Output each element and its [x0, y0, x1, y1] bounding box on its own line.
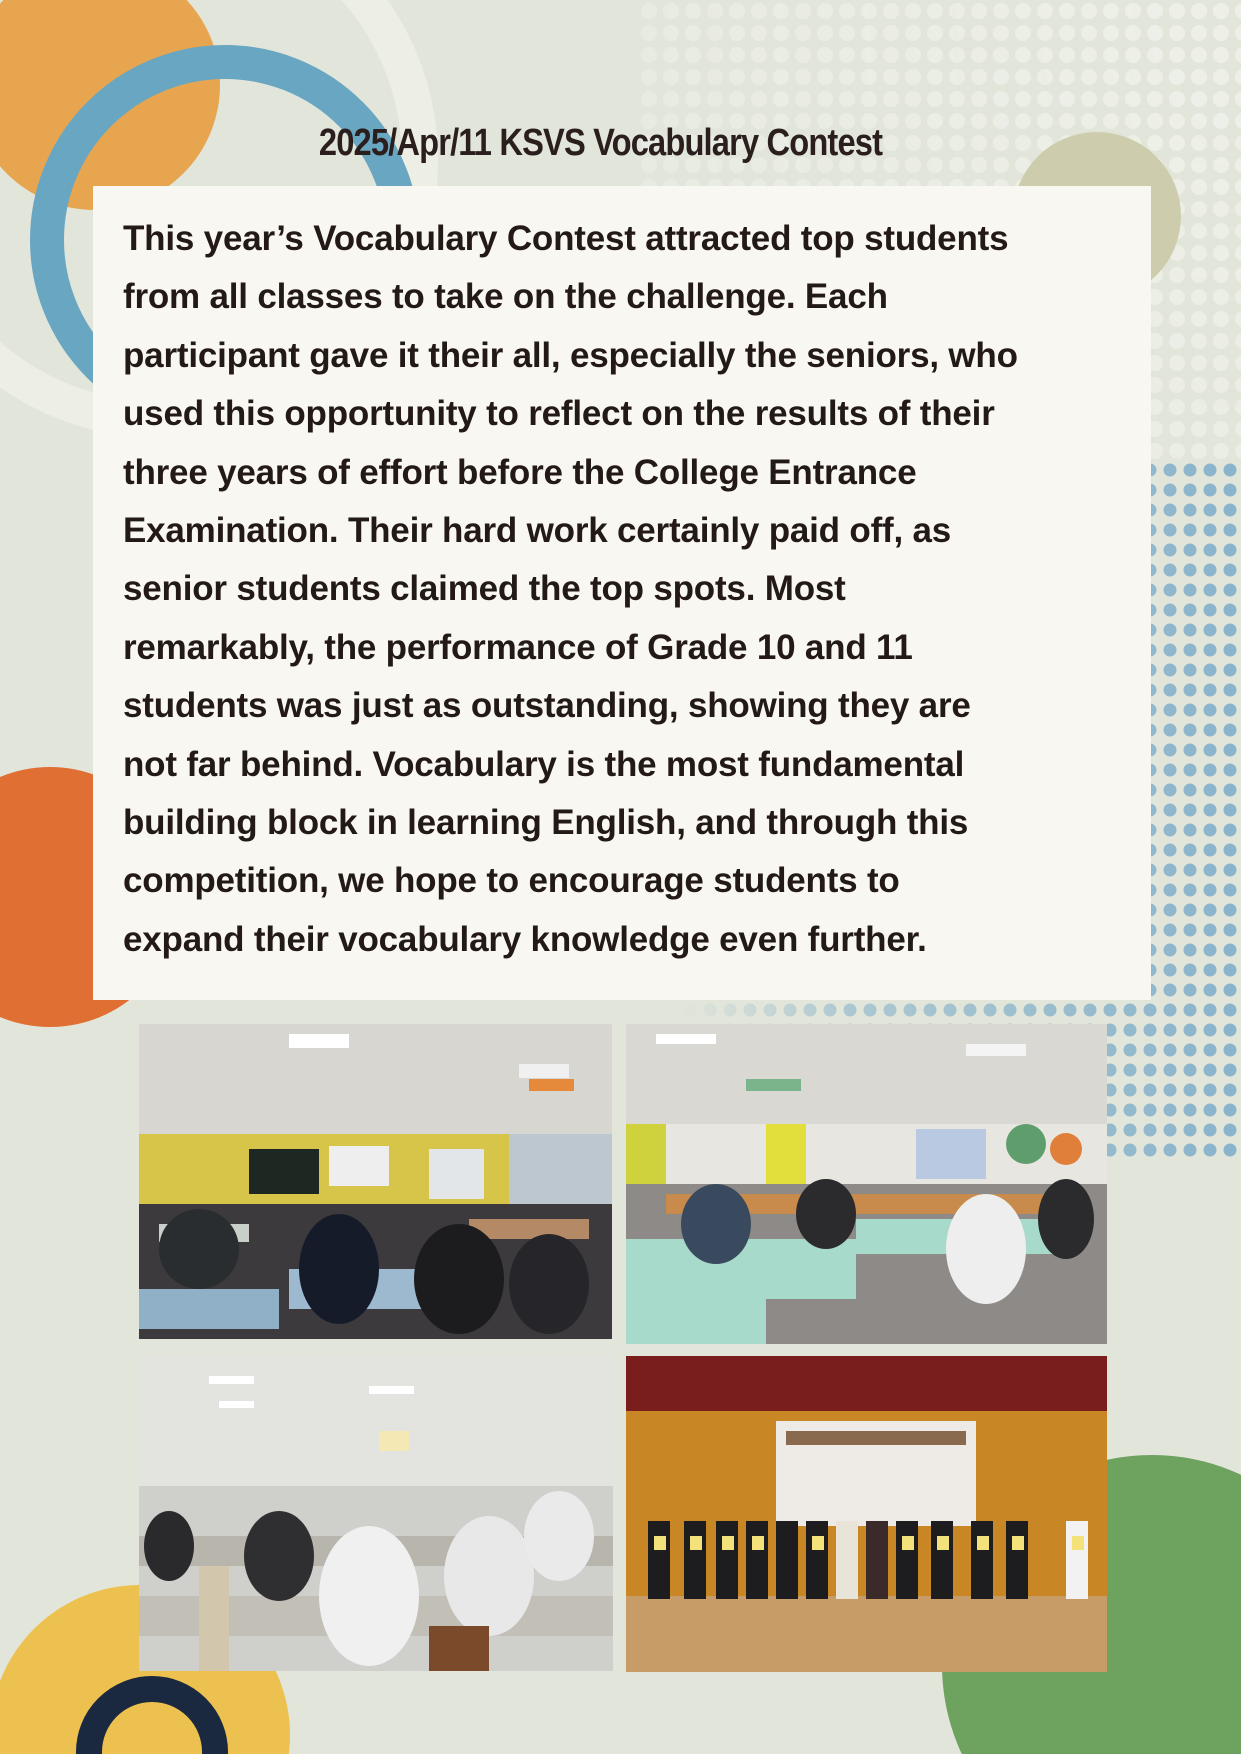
photo-computer-lab — [139, 1356, 613, 1671]
photo-award-ceremony-stage — [626, 1356, 1107, 1672]
article-paragraph: This year’s Vocabulary Contest attracted top students from all classes to take on the challenge. Each participant gave it their all, especially the seniors, who used this opportunity to reflect on the results of their three years of effort before the College Entrance Examination. Their hard work certainly paid off, as senior students claimed the top spots. Most remarkably, the performance of Grade 10 and 11 students was just as outstanding, showing they are not far behind. Vocabulary is the most fundamental building block in learning English, and through this competition, we hope to encourage students to expand their vocabulary knowledge even further. — [123, 219, 1018, 959]
photo-library-teal-tables — [626, 1024, 1107, 1344]
page-title: 2025/Apr/11 KSVS Vocabulary Contest — [318, 122, 883, 164]
photo-classroom-yellow-wall — [139, 1024, 612, 1339]
text-panel — [93, 186, 1151, 1000]
